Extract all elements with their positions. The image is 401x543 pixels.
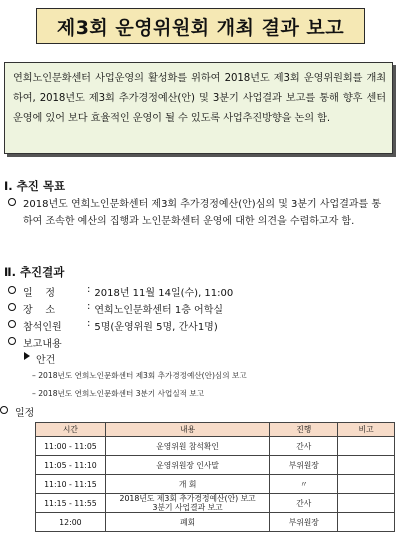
summary-box <box>4 62 393 154</box>
note-cell <box>338 456 395 475</box>
content-cell: 2018년도 제3회 추가경정예산(안) 보고 3분기 사업결과 보고 <box>105 494 270 513</box>
time-cell: 11:00 - 11:05 <box>36 437 106 456</box>
host-cell: 간사 <box>270 494 338 513</box>
circle-bullet-icon <box>0 406 8 414</box>
date-label: 일 정 <box>23 288 56 299</box>
section1-item <box>8 196 388 230</box>
schedule-row <box>0 404 34 419</box>
agenda-label: 안건 <box>36 355 56 366</box>
host-cell: 부위원장 <box>270 513 338 532</box>
circle-bullet-icon <box>8 198 16 206</box>
time-cell: 12:00 <box>36 513 106 532</box>
table-row <box>36 456 395 475</box>
section2-heading: Ⅱ. 추진결과 <box>4 265 65 279</box>
agenda-item-text: 2018년도 연희노인문화센터 3분기 사업실적 보고 <box>38 389 205 398</box>
agenda-item-text: 2018년도 연희노인문화센터 제3회 추가경정예산(안)심의 보고 <box>38 371 247 380</box>
host-cell: 간사 <box>270 437 338 456</box>
time-cell: 11:05 - 11:10 <box>36 456 106 475</box>
agenda-item: – 2018년도 연희노인문화센터 3분기 사업실적 보고 <box>32 389 205 398</box>
time-cell: 11:15 - 11:55 <box>36 494 106 513</box>
column-header: 비고 <box>338 423 395 437</box>
content-cell: 운영위원 참석확인 <box>105 437 270 456</box>
table-row <box>36 437 395 456</box>
date-row: 일 정 : 2018년 11월 14일(수), 11:00 <box>8 284 233 299</box>
column-header: 내용 <box>105 423 270 437</box>
table-row <box>36 513 395 532</box>
note-cell <box>338 494 395 513</box>
document-title: 제3회 운영위원회 개최 결과 보고 <box>56 16 345 39</box>
attendees-row: 참석인원 : 5명(운영위원 5명, 간사1명) <box>8 318 218 333</box>
note-cell <box>338 437 395 456</box>
time-cell: 11:10 - 11:15 <box>36 475 106 494</box>
circle-bullet-icon <box>8 286 16 294</box>
host-cell: 부위원장 <box>270 456 338 475</box>
schedule-label: 일정 <box>15 408 35 419</box>
section1-heading: Ⅰ. 추진 목표 <box>4 179 66 193</box>
content-cell: 폐회 <box>105 513 270 532</box>
circle-bullet-icon <box>8 303 16 311</box>
column-header: 시간 <box>36 423 106 437</box>
place-row: 장 소 : 연희노인문화센터 1층 어학실 <box>8 301 223 316</box>
section1-text: 2018년도 연희노인문화센터 제3회 추가경정예산(안)심의 및 3분기 사업결과를 통하여 조속한 예산의 집행과 노인문화센터 운영에 대한 의견을 수렴하고자 함. <box>23 199 382 227</box>
table-row <box>36 494 395 513</box>
report-label: 보고내용 <box>23 339 62 350</box>
attendees-label: 참석인원 <box>23 322 62 333</box>
host-cell: 〃 <box>270 475 338 494</box>
content-cell: 개 회 <box>105 475 270 494</box>
summary-text: 연희노인문화센터 사업운영의 활성화를 위하여 2018년도 제3회 운영위원회를 개최하여, 2018년도 제3회 추가경정예산(안) 및 3분기 사업결과 보고를 통해 향후 센터 운영에 있어 보다 효율적인 운영이 될 수 있도록 사업추진방향을 논의 함. <box>13 73 386 124</box>
note-cell <box>338 475 395 494</box>
circle-bullet-icon <box>8 337 16 345</box>
place-label: 장 소 <box>23 305 56 316</box>
triangle-bullet-icon <box>24 352 30 360</box>
document-title-box <box>36 8 365 44</box>
date-value: 2018년 11월 14일(수), 11:00 <box>94 288 234 299</box>
agenda-row <box>24 351 55 366</box>
table-header-row <box>36 423 395 437</box>
agenda-item: – 2018년도 연희노인문화센터 제3회 추가경정예산(안)심의 보고 <box>32 371 247 380</box>
attendees-value: 5명(운영위원 5명, 간사1명) <box>94 322 218 333</box>
note-cell <box>338 513 395 532</box>
place-value: 연희노인문화센터 1층 어학실 <box>94 305 224 316</box>
circle-bullet-icon <box>8 320 16 328</box>
content-cell: 운영위원장 인사말 <box>105 456 270 475</box>
column-header: 진행 <box>270 423 338 437</box>
table-row <box>36 475 395 494</box>
report-row <box>8 335 62 350</box>
schedule-table <box>35 422 395 532</box>
